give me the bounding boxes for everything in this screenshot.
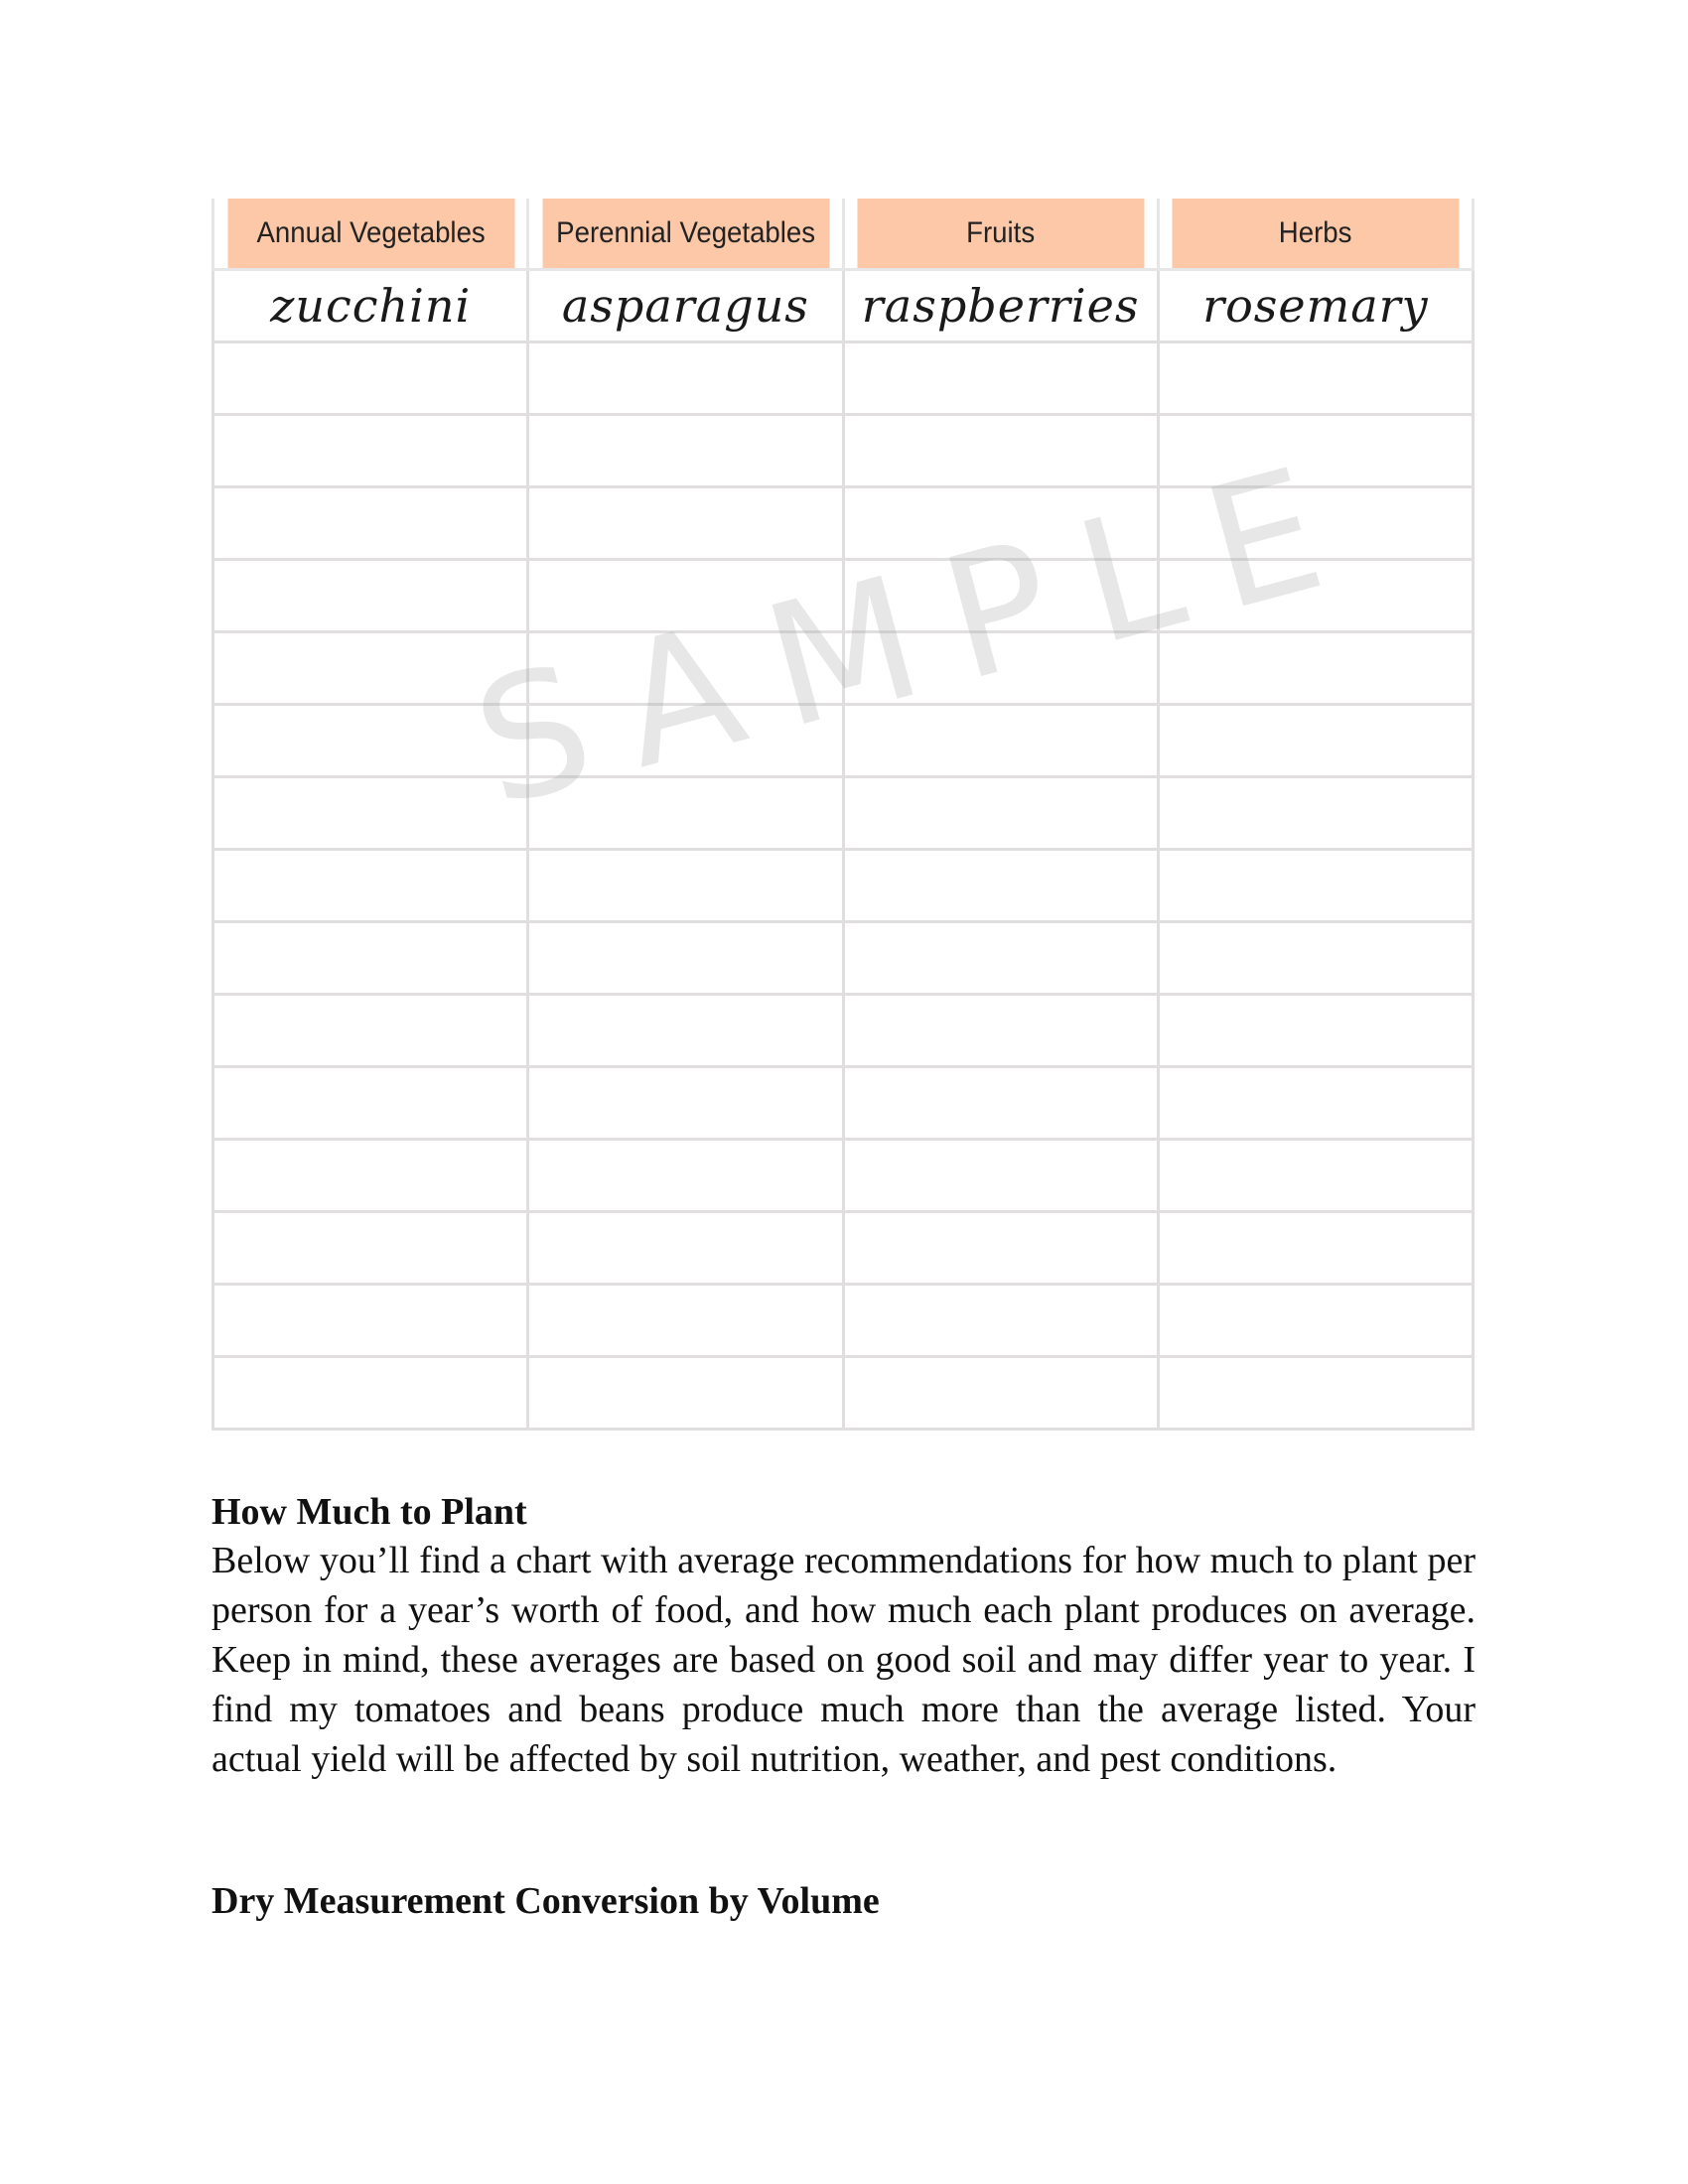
blank-cell — [528, 1067, 843, 1140]
blank-cell — [843, 850, 1158, 922]
section-body-how-much-to-plant: Below you’ll find a chart with average recommendations for how much to plant per person for a year’s worth of food, and how much each plant produces on average. Keep in mind, these averages are based on good soil and may differ year to year. I find my tomatoes and beans produce much more than the average listed. Your actual yield will be affected by soil nutrition, weather, and pest conditions. — [211, 1540, 1476, 1780]
blank-cell — [528, 415, 843, 487]
blank-row — [213, 1067, 1474, 1140]
example-herb: rosemary — [1158, 270, 1473, 342]
section-heading-how-much-to-plant: How Much to Plant — [211, 1491, 527, 1533]
blank-row — [213, 1212, 1474, 1285]
blank-row — [213, 342, 1474, 415]
blank-cell — [528, 1212, 843, 1285]
blank-cell — [1158, 850, 1473, 922]
blank-cell — [528, 1285, 843, 1357]
blank-cell — [213, 415, 528, 487]
blank-cell — [1158, 1067, 1473, 1140]
column-header-fruits: Fruits — [856, 199, 1146, 270]
blank-cell — [528, 922, 843, 995]
blank-cell — [213, 1357, 528, 1430]
column-header-annual-vegetables: Annual Vegetables — [225, 199, 515, 270]
blank-cell — [213, 777, 528, 850]
blank-cell — [213, 1140, 528, 1212]
blank-cell — [213, 560, 528, 632]
example-perennial-vegetable: asparagus — [528, 270, 843, 342]
blank-cell — [213, 1067, 528, 1140]
blank-cell — [528, 1357, 843, 1430]
blank-cell — [1158, 777, 1473, 850]
example-annual-vegetable: zucchini — [213, 270, 528, 342]
blank-row — [213, 922, 1474, 995]
blank-cell — [213, 922, 528, 995]
blank-cell — [213, 487, 528, 560]
blank-cell — [843, 1357, 1158, 1430]
sample-watermark: SAMPLE — [457, 422, 1378, 846]
blank-cell — [213, 1285, 528, 1357]
example-fruit: raspberries — [843, 270, 1158, 342]
section-heading-dry-measurement: Dry Measurement Conversion by Volume — [211, 1880, 880, 1922]
blank-cell — [843, 922, 1158, 995]
column-header-perennial-vegetables: Perennial Vegetables — [540, 199, 830, 270]
blank-cell — [528, 850, 843, 922]
blank-cell — [843, 1067, 1158, 1140]
blank-cell — [528, 995, 843, 1067]
blank-cell — [528, 342, 843, 415]
blank-row — [213, 850, 1474, 922]
blank-row — [213, 1285, 1474, 1357]
planting-plan-table — [211, 199, 1475, 1431]
blank-cell — [1158, 1357, 1473, 1430]
blank-cell — [843, 1212, 1158, 1285]
blank-cell — [1158, 995, 1473, 1067]
table-header-row — [213, 199, 1474, 270]
blank-cell — [1158, 342, 1473, 415]
blank-cell — [1158, 705, 1473, 777]
blank-cell — [1158, 1212, 1473, 1285]
blank-cell — [528, 487, 843, 560]
column-header-herbs: Herbs — [1171, 199, 1461, 270]
blank-cell — [213, 1212, 528, 1285]
blank-row — [213, 777, 1474, 850]
blank-cell — [1158, 1285, 1473, 1357]
blank-row — [213, 1357, 1474, 1430]
blank-row — [213, 995, 1474, 1067]
blank-cell — [843, 995, 1158, 1067]
blank-cell — [843, 777, 1158, 850]
blank-cell — [843, 1140, 1158, 1212]
blank-cell — [843, 342, 1158, 415]
blank-cell — [213, 995, 528, 1067]
blank-cell — [213, 342, 528, 415]
blank-row — [213, 1140, 1474, 1212]
blank-cell — [1158, 1140, 1473, 1212]
blank-cell — [843, 1285, 1158, 1357]
example-row — [213, 270, 1474, 342]
blank-cell — [1158, 922, 1473, 995]
blank-cell — [528, 1140, 843, 1212]
blank-cell — [843, 415, 1158, 487]
blank-cell — [213, 850, 528, 922]
